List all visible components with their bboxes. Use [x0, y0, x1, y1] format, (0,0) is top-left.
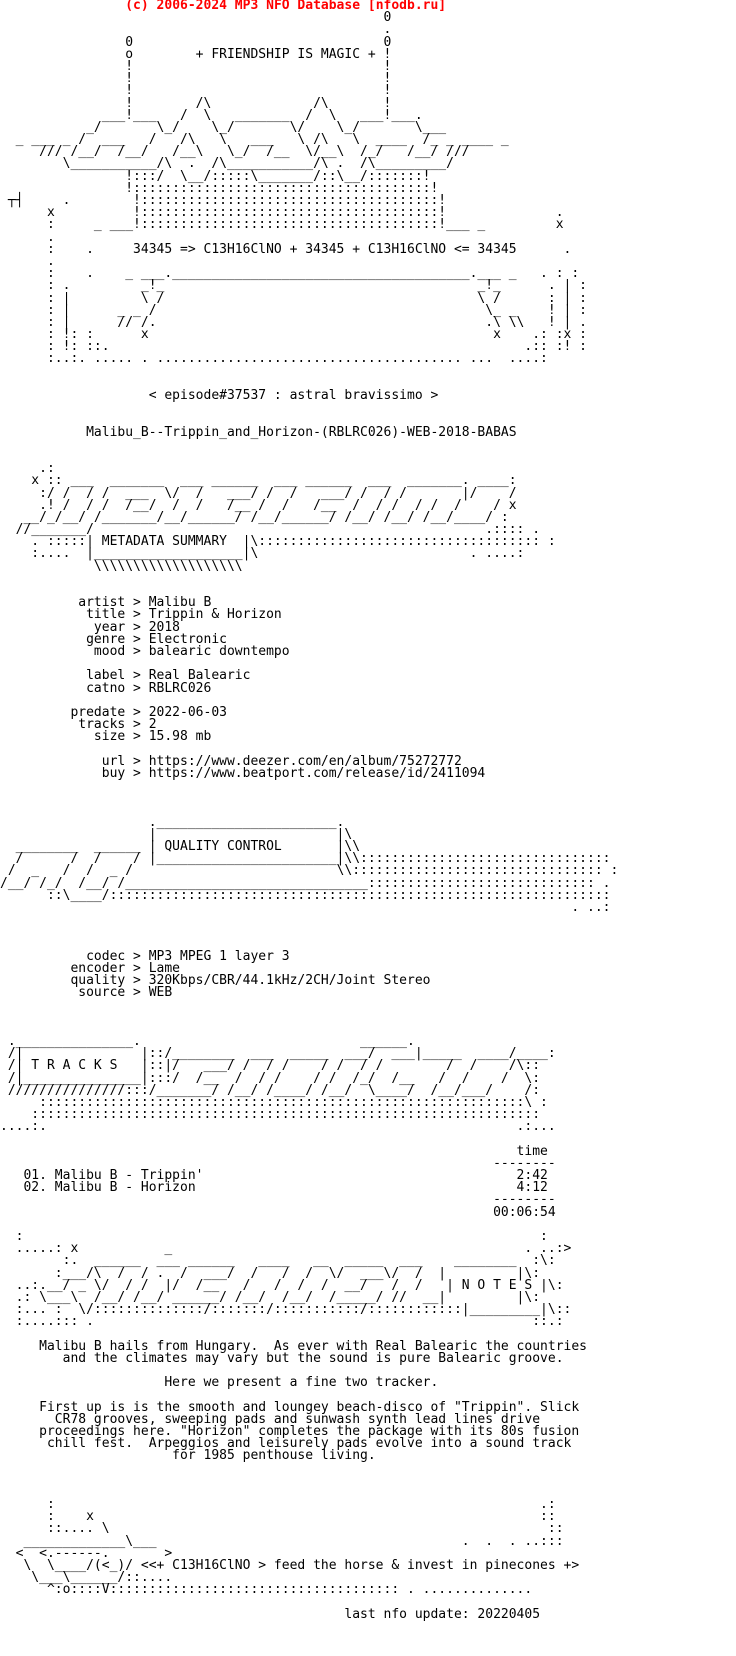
nfo-line: codec > MP3 MPEG 1 layer 3 — [0, 948, 290, 964]
nfo-line: ! /\ /\ ! — [0, 95, 392, 111]
nfo-line: : | // /. .\ \\ ! | . — [0, 314, 587, 330]
nfo-line: _/ \_/ \_/ \/ \_/ \___ — [0, 119, 447, 135]
nfo-line: :.... |___________________|\ . ....: — [0, 546, 525, 562]
nfo-line: last nfo update: 20220405 — [0, 1606, 541, 1622]
nfo-line: ________ ______ | QUALITY CONTROL |\\ — [0, 838, 361, 854]
nfo-line: ....:. .:... — [0, 1119, 556, 1135]
nfo-line — [0, 926, 736, 938]
nfo-line: ._______________________. — [0, 814, 345, 830]
nfo-line: :..:. ..... . ....................................... ... ....: — [0, 351, 548, 367]
nfo-line — [0, 914, 736, 926]
nfo-line — [0, 366, 736, 378]
nfo-line: /__/ /_/ /__/ /_______________________________::::::::::::::::::::::::::::: . — [0, 875, 611, 891]
nfo-line: ///////////////:::/_______/ /__/ /____/ /__/ \____/ /__/___/ /: — [0, 1082, 541, 1098]
nfo-line: ::::::::::::::::::::::::::::::::::::::::::::::::::::::::::::::::: — [0, 1107, 541, 1123]
nfo-line: \\\\\\\\\\\\\\\\\\\ — [0, 558, 243, 574]
nfo-line: title > Trippin & Horizon — [0, 607, 282, 623]
nfo-line: ::\____/:::::::::::::::::::::::::::::::::::::::::::::::::::::::::::::::: — [0, 887, 611, 903]
nfo-line: tracks > 2 — [0, 717, 157, 733]
nfo-line: buy > https://www.beatport.com/release/id/2411094 — [0, 765, 486, 781]
nfo-line: 02. Malibu B - Horizon 4:12 — [0, 1180, 548, 1196]
nfo-line: \___________/\ . /\___________/\ . /\_________/ — [0, 156, 454, 172]
nfo-line: : .: — [0, 1497, 556, 1513]
nfo-line: artist > Malibu B — [0, 595, 212, 611]
nfo-line: ┬┤ . !::::::::::::::::::::::::::::::::::::::! — [0, 193, 447, 208]
nfo-line: : !: : x x .: :x : — [0, 327, 587, 343]
nfo-line: label > Real Balearic — [0, 668, 251, 684]
nfo-line: -------- — [0, 1192, 556, 1208]
nfo-line — [0, 792, 736, 804]
nfo-line: .: — [0, 461, 55, 477]
nfo-line: Here we present a fine two tracker. — [0, 1375, 439, 1391]
nfo-line: \ \____/(<_)/ <<+ C13H16ClNO > feed the horse & invest in pinecones +> — [0, 1558, 580, 1573]
nfo-line: _____________\___ . . . ..::: — [0, 1533, 564, 1549]
nfo-line: ^:o::::V::::::::::::::::::::::::::::::::::::: . .............. — [0, 1582, 533, 1598]
nfo-line: proceedings here. "Horizon" completes the package with its 80s fusion — [0, 1423, 580, 1439]
nfo-line: ::::::::::::::::::::::::::::::::::::::::::::::::::::::::::::::\ : — [0, 1094, 548, 1110]
nfo-line: : . _ ___.______________________________________.___ _ . : : — [0, 266, 580, 282]
nfo-line: year > 2018 — [0, 619, 181, 635]
nfo-line: and the climates may vary but the sound is pure Balearic groove. — [0, 1350, 564, 1366]
nfo-line — [0, 573, 736, 585]
nfo-line: size > 15.98 mb — [0, 729, 212, 745]
nfo-line: Malibu_B--Trippin_and_Horizon-(RBLRC026)-WEB-2018-BABAS — [0, 424, 517, 440]
nfo-line: ._______________. ______. — [0, 1033, 415, 1049]
nfo-line: CR78 grooves, sweeping pads and sunwash synth lead lines drive — [0, 1411, 541, 1427]
nfo-line: : x :: — [0, 1509, 556, 1525]
nfo-line: 00:06:54 — [0, 1204, 556, 1220]
nfo-line: -------- — [0, 1155, 556, 1171]
nfo-line: 01. Malibu B - Trippin' 2:42 — [0, 1168, 548, 1183]
nfo-line: _ ___ _ / ___ / /\ \ ___ \ /\ \ ____ /_ _ ____ _ — [0, 132, 509, 148]
nfo-line: : !: ::. .:: :! : — [0, 339, 587, 355]
nfo-line: /| T R A C K S |::|/ ___/ / / / / / / / / / /\:: — [0, 1058, 541, 1074]
nfo-line: chill fest. Arpeggios and leisurely pads evolve into a sound track — [0, 1436, 572, 1452]
nfo-line: 0 0 — [0, 34, 392, 50]
nfo-line: catno > RBLRC026 — [0, 680, 212, 696]
nfo-line — [0, 1475, 736, 1487]
nfo-line: First up is is the smooth and loungey beach-disco of "Trippin". Slick — [0, 1399, 580, 1415]
nfo-line: time — [0, 1143, 548, 1159]
nfo-line: /// /__/ /__/ /__\ \_/ /__ \/__\ /_/ /__/ /// — [0, 144, 470, 160]
nfo-line: : | _ _ / \_ _ ! | : — [0, 302, 587, 318]
nfo-line: .! / / / /__/ / / /__ / / /__ / / / / / / / x — [0, 497, 517, 513]
nfo-line: Malibu B hails from Hungary. As ever with Real Balearic the countries — [0, 1338, 587, 1354]
nfo-line: genre > Electronic — [0, 631, 227, 647]
nfo-line — [0, 439, 736, 451]
nfo-line: quality > 320Kbps/CBR/44.1kHz/2CH/Joint Stereo — [0, 973, 431, 988]
nfo-line: 0 — [0, 10, 392, 26]
nfo-line: : . _!_ _!_ . | : — [0, 278, 587, 294]
nfo-body — [0, 12, 736, 1621]
nfo-line: !::::::::::::::::::::::::::::::::::::::! — [0, 180, 439, 196]
nfo-line: /| |::/________ ___ _____ ___/ ___|_____ ____/____: — [0, 1046, 556, 1062]
nfo-line: : . 34345 => C13H16ClNO + 34345 + C13H16ClNO <= 34345 . — [0, 241, 572, 257]
nfo-line: ::.... \ :: — [0, 1521, 564, 1537]
nfo-line: o + FRIENDSHIP IS MAGIC + ! — [0, 46, 392, 62]
nfo-line: ..:.__/ _ \/ / / |/ /__ / / / / __/ / / | N O T E S |\: — [0, 1277, 564, 1293]
nfo-line: ! ! — [0, 83, 392, 99]
nfo-line: :___/\ / / . / ___/ / / / \/ ___\/ / | |\: — [0, 1265, 541, 1281]
nfo-line: . — [0, 253, 55, 269]
nfo-line: __/_/__/ /_______/__/______/ /__/______/ /__/ /__/ /__/____/ : — [0, 509, 509, 525]
nfo-line: ___!___ / \ _______ / \ ___!___. — [0, 107, 423, 123]
nfo-line: !:::/ \__/:::::\_______/::\__/:::::::! — [0, 168, 431, 184]
nfo-line — [0, 451, 736, 463]
nfo-line: encoder > Lame — [0, 960, 181, 976]
nfo-line: x !::::::::::::::::::::::::::::::::::::::! . — [0, 205, 564, 221]
nfo-line: /|_______________|:::/ /__ / / / / / /_/ /__ / / / \: — [0, 1070, 541, 1086]
nfo-line — [0, 999, 736, 1011]
nfo-line: source > WEB — [0, 985, 173, 1001]
nfo-line — [0, 1012, 736, 1024]
nfo-line: :... : \/::::::::::::::/:::::::/:::::::::::/::::::::::::|_________|\:: — [0, 1302, 572, 1318]
nfo-line: . :::::| METADATA SUMMARY |\:::::::::::::::::::::::::::::::::::: : — [0, 534, 556, 550]
nfo-line: for 1985 penthouse living. — [0, 1448, 376, 1464]
nfo-line: ! ! — [0, 71, 392, 87]
nfo-line: x :: ___ _______ ___ ______ ___ ______ ___ _______. ____: — [0, 473, 517, 489]
nfo-line: \___\______/::.... — [0, 1570, 173, 1586]
nfo-line: . ..: — [0, 899, 611, 915]
nfo-line: / / / / |_______________________|\\:::::::::::::::::::::::::::::::: — [0, 851, 611, 867]
nfo-line: | |\ — [0, 826, 353, 842]
nfo-line — [0, 1463, 736, 1475]
nfo-line: :. ______ ___ ______ ____ __ _____ ___ ________ :\: — [0, 1253, 556, 1269]
nfo-line: //_______/ .:::: . — [0, 522, 541, 538]
nfo-line: mood > balearic downtempo — [0, 643, 290, 659]
nfo-line: / _ / / _ / \\:::::::::::::::::::::::::::::::: : — [0, 863, 619, 879]
nfo-line — [0, 402, 736, 414]
nfo-line: url > https://www.deezer.com/en/album/75272772 — [0, 753, 462, 769]
nfo-line — [0, 780, 736, 792]
nfo-line: .....: x _ . ..:> — [0, 1241, 572, 1257]
header-link[interactable]: (c) 2006-2024 MP3 NFO Database [nfodb.ru] — [125, 0, 447, 13]
nfo-line: . — [0, 22, 392, 38]
nfo-line: :....::: . ::.: — [0, 1314, 564, 1330]
nfo-line: < <.------. > — [0, 1545, 173, 1561]
nfo-line: ! ! — [0, 58, 392, 74]
nfo-line: < episode#37537 : astral bravissimo > — [0, 388, 439, 403]
nfo-line: : _ ___!::::::::::::::::::::::::::::::::::::::!___ _ x — [0, 217, 564, 233]
nfo-line: :/ / / / ___ \/ / ___/ / / ___/ / / / |/ / — [0, 485, 517, 501]
nfo-line: : : — [0, 1228, 548, 1244]
nfo-line: .: \___\ /__/ /__/ ______/ /__/ /__/ /_____/ // __| |\: — [0, 1289, 541, 1305]
nfo-line: predate > 2022-06-03 — [0, 704, 227, 720]
nfo-line: : | \ / \ / : | : — [0, 290, 587, 306]
nfo-line: . — [0, 229, 55, 245]
